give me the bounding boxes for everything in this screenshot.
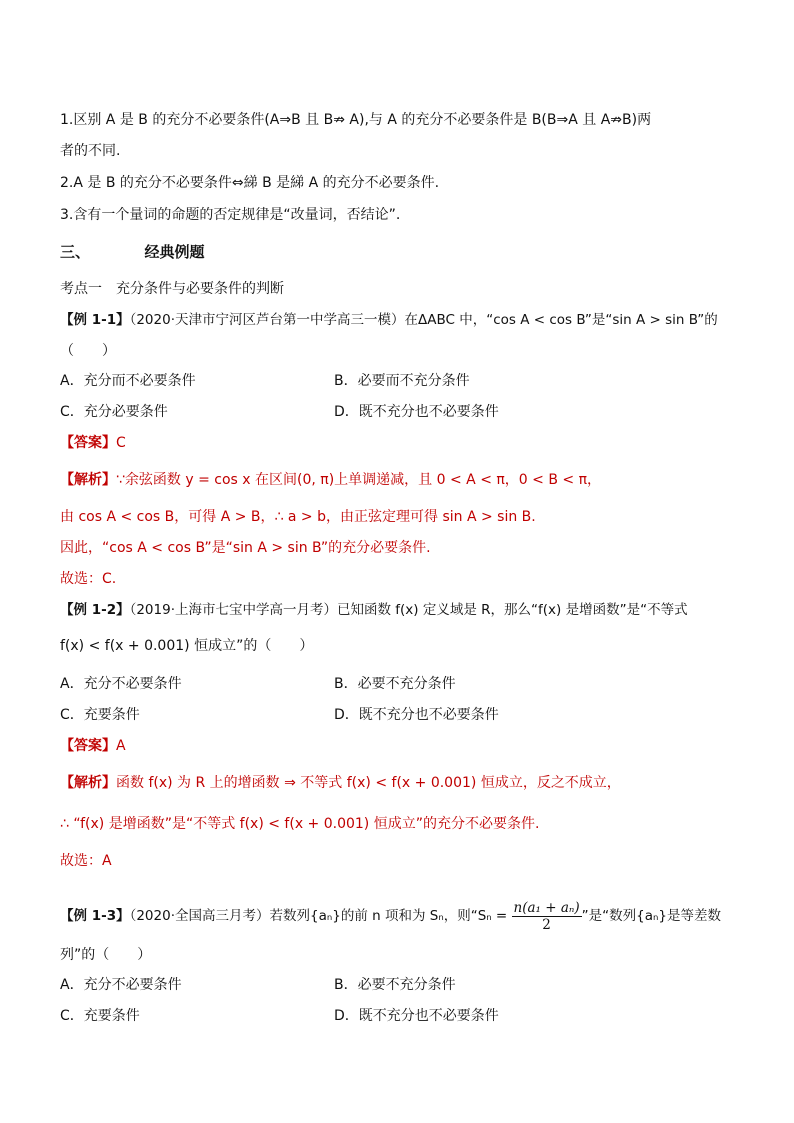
answer-value: C (116, 435, 126, 451)
analysis-line-3: 故选：A (60, 853, 112, 869)
analysis-label: 【解析】 (60, 775, 116, 791)
answer-label: 【答案】 (60, 738, 116, 754)
example-source: （2019·上海市七宝中学高一月考）已知函数 f(x) 定义域是 R，那么“f(x) 是增函数”是“不等式 (129, 602, 688, 618)
example-source-a: （2020·全国高三月考）若数列{aₙ}的前 n 项和为 Sₙ，则“Sₙ = (129, 908, 508, 924)
option-c: C．充分必要条件 (60, 404, 168, 420)
analysis-line-4: 故选：C. (60, 571, 117, 587)
fraction-denominator: 2 (542, 916, 551, 933)
option-a: A．充分不必要条件 (60, 676, 182, 692)
note-3: 3.含有一个量词的命题的否定规律是“改量词，否结论”. (60, 207, 401, 223)
answer-line (60, 433, 126, 453)
example-1-3-line-2: 列”的（ ） (60, 947, 152, 963)
analysis-label: 【解析】 (60, 472, 116, 488)
example-label: 【例 1-2】 (60, 602, 130, 618)
fraction-numerator: n(a₁ + aₙ) (513, 899, 580, 916)
analysis-line-1 (60, 773, 621, 793)
example-1-2-question (60, 600, 688, 620)
note-2: 2.A 是 B 的充分不必要条件⇔綈 B 是綈 A 的充分不必要条件. (60, 175, 440, 191)
answer-value: A (116, 738, 126, 754)
answer-line (60, 736, 126, 756)
option-c: C．充要条件 (60, 1008, 140, 1024)
example-1-1-paren: （ ） (60, 343, 116, 359)
sum-formula-fraction (512, 900, 582, 933)
note-1-line-2: 者的不同. (60, 143, 121, 159)
analysis-line-2: ∴ “f(x) 是增函数”是“不等式 f(x) < f(x + 0.001) 恒成立”的充分不必要条件. (60, 816, 540, 832)
example-label: 【例 1-3】 (60, 908, 130, 924)
example-source: （2020·天津市宁河区芦台第一中学高三一模）在ΔABC 中，“cos A < cos B”是“sin A > sin B”的 (129, 312, 718, 328)
answer-label: 【答案】 (60, 435, 116, 451)
example-1-1-question (60, 310, 718, 330)
analysis-text: 函数 f(x) 为 R 上的增函数 ⇒ 不等式 f(x) < f(x + 0.001) 恒成立，反之不成立， (116, 775, 621, 791)
option-d: D．既不充分也不必要条件 (334, 707, 499, 723)
example-source-b: ”是“数列{aₙ}是等差数 (581, 908, 721, 924)
option-c: C．充要条件 (60, 707, 140, 723)
option-a: A．充分不必要条件 (60, 977, 182, 993)
example-1-2-line-2: f(x) < f(x + 0.001) 恒成立”的（ ） (60, 638, 314, 654)
analysis-text: ∵余弦函数 y = cos x 在区间(0, π)上单调递减，且 0 < A < π，0 < B < π， (116, 472, 602, 488)
example-label: 【例 1-1】 (60, 312, 130, 328)
kaodian-title: 考点一 充分条件与必要条件的判断 (60, 281, 284, 297)
option-d: D．既不充分也不必要条件 (334, 1008, 499, 1024)
section-number: 三、 (60, 243, 91, 261)
option-b: B．必要而不充分条件 (334, 373, 470, 389)
example-1-3-question (60, 896, 721, 936)
option-b: B．必要不充分条件 (334, 676, 456, 692)
note-1-line-1: 1.区别 A 是 B 的充分不必要条件(A⇒B 且 B⇏ A),与 A 的充分不必要条件是 B(B⇒A 且 A⇏B)两 (60, 112, 652, 128)
analysis-line-2: 由 cos A < cos B，可得 A > B，∴ a > b，由正弦定理可得 sin A > sin B. (60, 509, 536, 525)
option-d: D．既不充分也不必要条件 (334, 404, 499, 420)
option-b: B．必要不充分条件 (334, 977, 456, 993)
section-title: 经典例题 (144, 243, 205, 261)
section-heading (60, 242, 205, 262)
analysis-line-3: 因此，“cos A < cos B”是“sin A > sin B”的充分必要条件. (60, 540, 431, 556)
analysis-line-1 (60, 470, 601, 490)
option-a: A．充分而不必要条件 (60, 373, 196, 389)
